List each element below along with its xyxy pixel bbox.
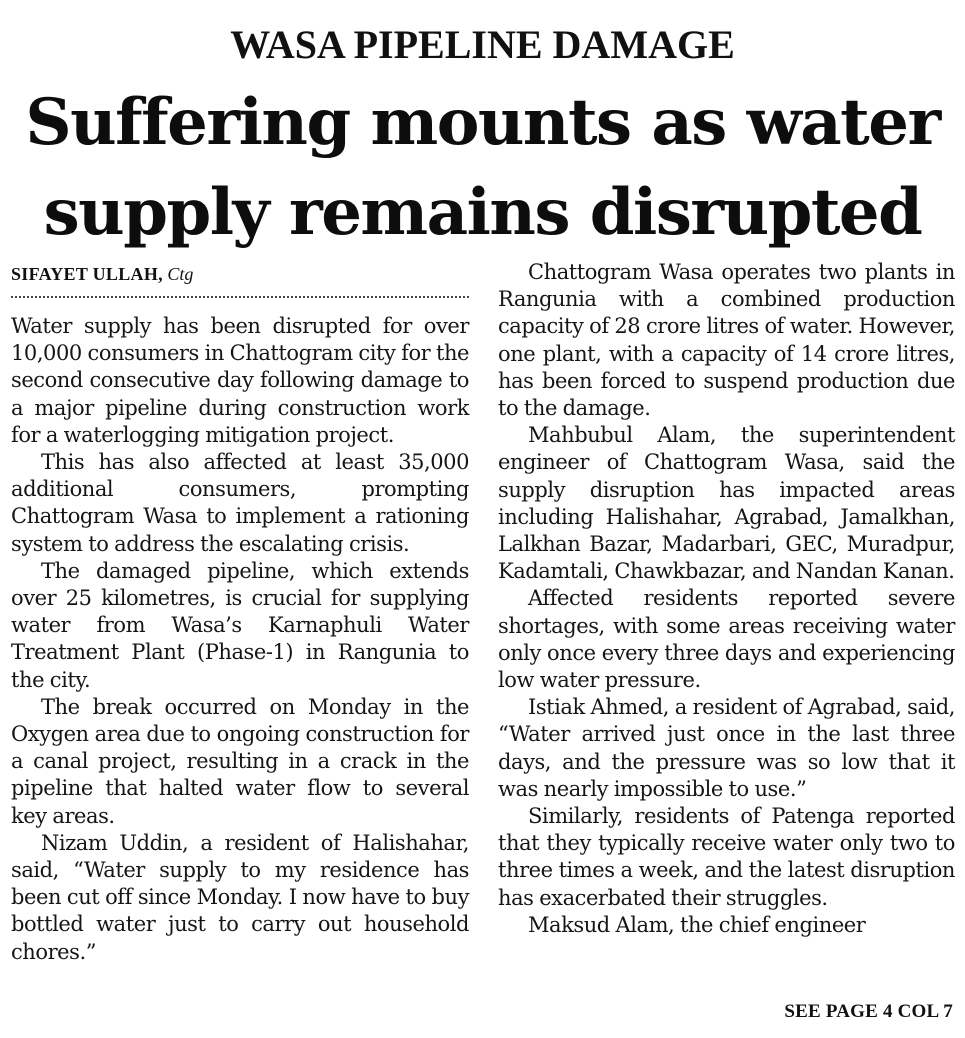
paragraph: Affected residents reported severe shortages, with some areas receiving water only once every three days and experiencing low water pressure. [498,586,955,693]
continuation-jump: SEE PAGE 4 COL 7 [784,1001,953,1022]
paragraph: This has also affected at least 35,000 additional consumers, prompting Chattogram Wasa to implement a rationing system to address the escalating crisis. [11,450,469,556]
paragraph: Nizam Uddin, a resident of Halishahar, said, “Water supply to my residence has been cut off since Monday. I now have to buy bottled water just to carry out household chores.” [11,830,469,964]
paragraph: Chattogram Wasa operates two plants in Rangunia with a combined production capacity of 28 crore litres of water. However, one plant, with a capacity of 14 crore litres, has been forced to suspend production due to the damage. [498,260,955,421]
paragraph: Maksud Alam, the chief engineer [528,912,866,937]
byline-divider [11,296,469,298]
paragraph: The break occurred on Monday in the Oxygen area due to ongoing construction for a canal project, resulting in a crack in the pipeline that halted water flow to several key areas. [11,694,469,828]
paragraph: The damaged pipeline, which extends over 25 kilometres, is crucial for supplying water from Wasa’s Karnaphuli Water Treatment Plant (Phase-1) in Rangunia to the city. [11,558,469,692]
byline [11,262,469,286]
headline: Suffering mounts as water supply remains disrupted [25,85,940,250]
paragraph: Istiak Ahmed, a resident of Agrabad, said, “Water arrived just once in the last three days, and the pressure was so low that it was nearly impossible to use.” [498,695,955,801]
byline-location: Ctg [167,264,194,284]
article-column-right [498,259,955,939]
paragraph: Mahbubul Alam, the superintendent engineer of Chattogram Wasa, said the supply disruption has impacted areas including Halishahar, Agrabad, Jamalkhan, Lalkhan Bazar, Madarbari, GEC, Muradpur, Kadamtali, Chawkbazar, and Nandan Kanan. [498,423,955,584]
paragraph: Water supply has been disrupted for over 10,000 consumers in Chattogram city for the second consecutive day following damage to a major pipeline during construction work for a waterlogging mitigation project. [11,314,469,447]
paragraph: Similarly, residents of Patenga reported that they typically receive water only two to three times a week, and the latest disruption has exacerbated their struggles. [498,804,955,910]
kicker-label: WASA PIPELINE DAMAGE [230,22,735,67]
byline-author: SIFAYET ULLAH, [11,264,163,284]
article-column-left [11,313,469,966]
